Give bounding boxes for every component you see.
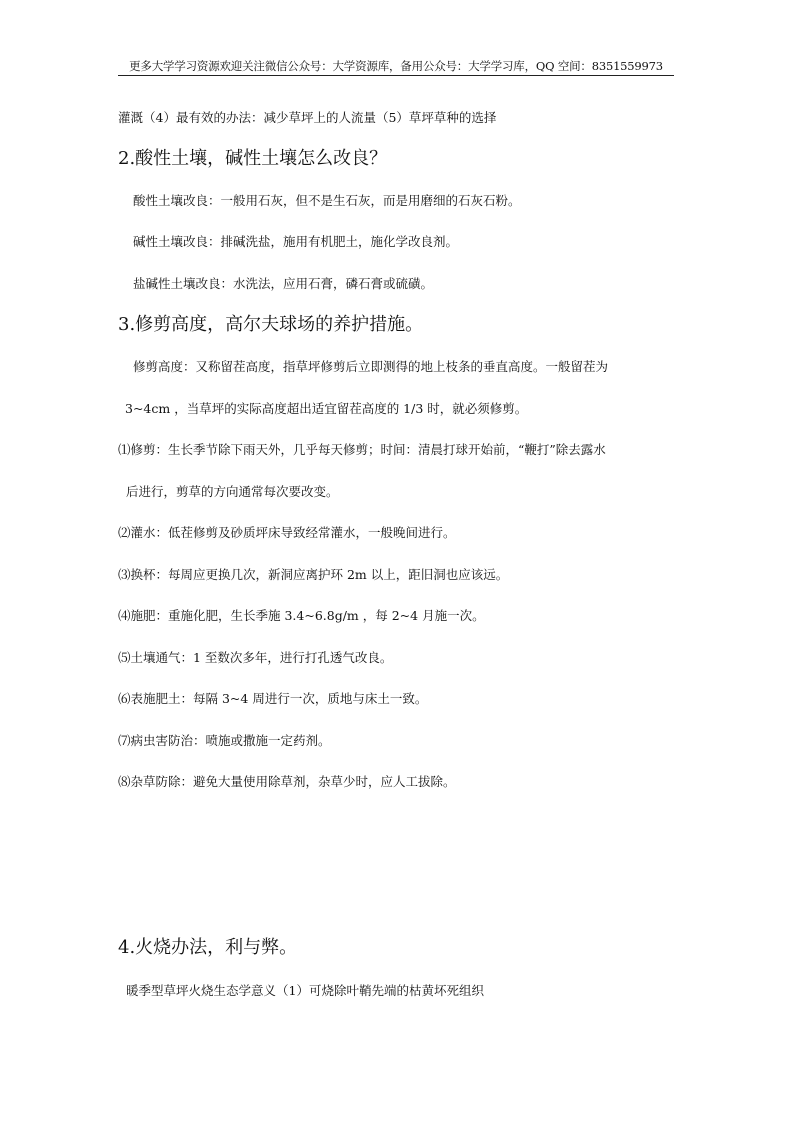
list-item: ⑹表施肥土：每隔 3~4 周进行一次，质地与床土一致。 [118,691,428,706]
list-item-continued: 后进行，剪草的方向通常每次要改变。 [126,484,339,499]
list-item: ⑶换杯：每周应更换几次，新洞应离护环 2m 以上，距旧洞也应该远。 [118,567,509,582]
body-line: 暖季型草坪火烧生态学意义（1）可烧除叶鞘先端的枯黄坏死组织 [126,983,484,998]
section-heading-3: 3.修剪高度，高尔夫球场的养护措施。 [118,314,424,335]
body-line: 盐碱性土壤改良：水洗法，应用石膏，磷石膏或硫磺。 [133,276,434,291]
page-header: 更多大学学习资源欢迎关注微信公众号：大学资源库，备用公众号：大学学习库，QQ 空间：8351559973 [118,57,674,76]
body-line: 3~4cm ，当草坪的实际高度超出适宜留茬高度的 1/3 时，就必须修剪。 [125,401,528,416]
list-item: ⑸土壤通气：1 至数次多年，进行打孔透气改良。 [118,650,393,665]
intro-line: 灌溉（4）最有效的办法：减少草坪上的人流量（5）草坪草种的选择 [118,110,497,125]
body-line: 酸性土壤改良：一般用石灰，但不是生石灰，而是用磨细的石灰石粉。 [133,193,521,208]
list-item: ⑵灌水：低茬修剪及砂质坪床导致经常灌水，一般晚间进行。 [118,525,456,540]
section-heading-2: 2.酸性土壤，碱性土壤怎么改良？ [118,148,388,169]
list-item: ⑺病虫害防治：喷施或撒施一定药剂。 [118,733,331,748]
body-line: 碱性土壤改良：排碱洗盐，施用有机肥土，施化学改良剂。 [133,234,459,249]
body-line: 修剪高度：又称留茬高度，指草坪修剪后立即测得的地上枝条的垂直高度。一般留茬为 [133,359,609,374]
list-item: ⑴修剪：生长季节除下雨天外，几乎每天修剪；时间：清晨打球开始前，“鞭打”除去露水 [118,442,606,457]
list-item: ⑻杂草防除：避免大量使用除草剂，杂草少时，应人工拔除。 [118,774,456,789]
section-heading-4: 4.火烧办法，利与弊。 [118,937,298,958]
list-item: ⑷施肥：重施化肥，生长季施 3.4~6.8g/m ，每 2~4 月施一次。 [118,608,485,623]
